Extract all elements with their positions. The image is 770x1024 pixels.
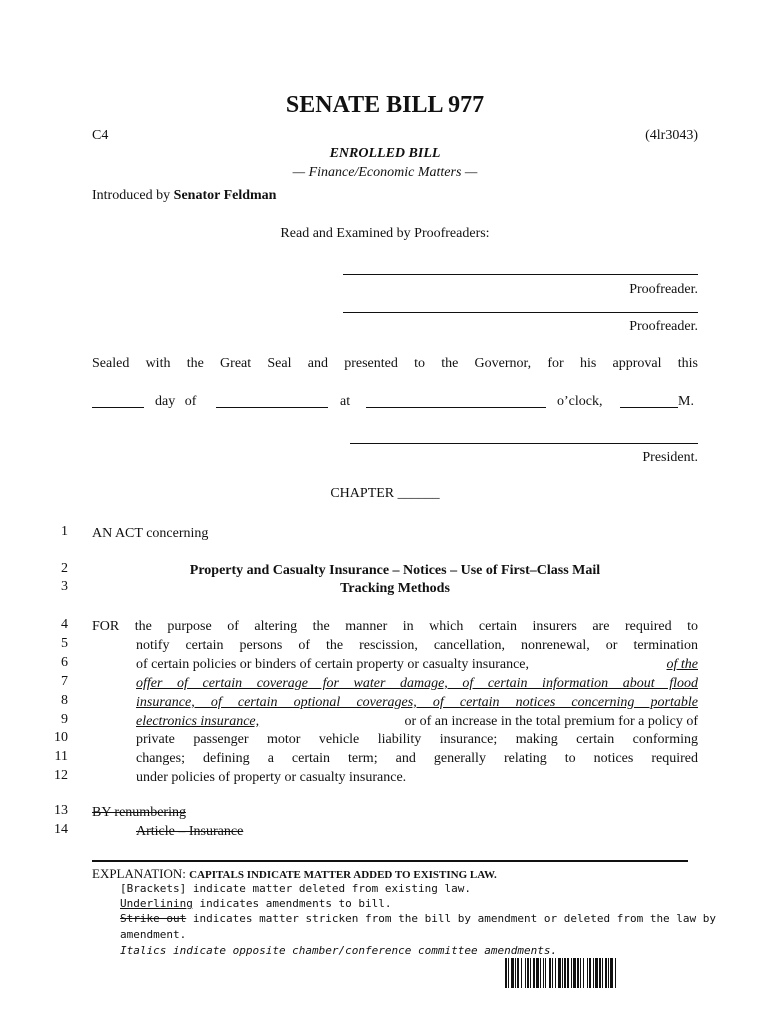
stricken-line: Article – Insurance [136, 824, 244, 839]
bill-title: SENATE BILL 977 [285, 92, 485, 118]
barcode-bar [583, 958, 584, 988]
proofreader-label-2: Proofreader. [629, 319, 698, 334]
barcode-bar [530, 958, 531, 988]
amendment-text: electronics insurance, [136, 714, 260, 729]
underline-text: indicates amendments to bill. [199, 897, 392, 910]
barcode-bar [555, 958, 556, 988]
barcode-bar [589, 958, 591, 988]
barcode-bar [610, 958, 613, 988]
day-blank [92, 407, 144, 408]
barcode-bar [605, 958, 607, 988]
act-heading-line-1: Property and Casualty Insurance – Notices – Use of First–Class Mail [189, 563, 601, 578]
meridiem-blank [620, 407, 678, 408]
purpose-line: under policies of property or casualty insurance. [136, 770, 407, 785]
barcode-bar [587, 958, 588, 988]
enrolled-status: ENROLLED BILL [329, 146, 441, 161]
line-number: 14 [54, 822, 68, 837]
barcode-bar [577, 958, 579, 988]
barcode-bar [505, 958, 507, 988]
barcode-bar [608, 958, 609, 988]
line-number: 1 [61, 524, 68, 539]
barcode-bar [536, 958, 539, 988]
purpose-text: of certain policies or binders of certain property or casualty insurance, [136, 657, 530, 672]
amendment-line: insurance, of certain optional coverages, of certain notices concerning portable [136, 695, 698, 710]
barcode-bar [543, 958, 544, 988]
brackets-text: indicate matter deleted from existing law. [192, 882, 472, 895]
line-number: 9 [61, 712, 68, 727]
italics-note: Italics indicate opposite chamber/conference committee amendments. [120, 944, 558, 957]
proofreader-label-1: Proofreader. [629, 282, 698, 297]
barcode-bar [564, 958, 566, 988]
line-number: 2 [61, 561, 68, 576]
brackets-note [120, 882, 471, 895]
purpose-line: notify certain persons of the rescission, cancellation, nonrenewal, or termination [136, 638, 698, 653]
strike-note-continued: amendment. [120, 928, 187, 941]
chapter-label: CHAPTER ______ [330, 486, 440, 501]
barcode-bar [508, 958, 509, 988]
barcode-bar [515, 958, 516, 988]
barcode-bar [615, 958, 616, 988]
sealed-text: Sealed with the Great Seal and presented to the Governor, for his approval this [92, 356, 698, 371]
barcode-bar [545, 958, 546, 988]
introduced-prefix: Introduced by [92, 188, 171, 203]
line-number: 8 [61, 693, 68, 708]
purpose-line [136, 655, 698, 674]
explanation-lead: EXPLANATION: [92, 866, 186, 881]
line-number: 5 [61, 636, 68, 651]
introduced-line [92, 188, 276, 204]
barcode-bar [558, 958, 561, 988]
line-number: 3 [61, 579, 68, 594]
sponsor-name: Senator Feldman [173, 188, 277, 203]
explanation-rule [92, 860, 688, 862]
barcode-bar [549, 958, 551, 988]
committee-line: — Finance/Economic Matters — [292, 165, 478, 180]
barcode-bar [511, 958, 514, 988]
barcode-bar [593, 958, 594, 988]
explanation-heading [92, 866, 497, 882]
president-label: President. [642, 450, 698, 465]
barcode-bar [562, 958, 563, 988]
purpose-line [136, 712, 698, 731]
barcode-bar [602, 958, 603, 988]
line-number: 10 [54, 730, 68, 745]
purpose-text: or of an increase in the total premium for a policy of [404, 714, 698, 729]
barcode-bar [525, 958, 526, 988]
purpose-line: FOR the purpose of altering the manner in which certain insurers are required to [92, 619, 698, 634]
bill-code: C4 [92, 128, 109, 143]
act-heading-line-2: Tracking Methods [340, 581, 450, 596]
line-number: 4 [61, 617, 68, 632]
barcode [505, 958, 691, 988]
act-concerning: AN ACT concerning [92, 526, 209, 541]
purpose-line: private passenger motor vehicle liability insurance; making certain conforming [136, 732, 698, 747]
barcode-bar [573, 958, 576, 988]
barcode-bar [540, 958, 541, 988]
barcode-bar [599, 958, 601, 988]
strike-text: indicates matter stricken from the bill by amendment or deleted from the law by [192, 912, 717, 925]
barcode-bar [567, 958, 569, 988]
barcode-bar [517, 958, 519, 988]
oclock-label: o’clock, [557, 394, 603, 409]
time-blank [366, 407, 546, 408]
barcode-bar [527, 958, 529, 988]
amendment-text: of the [666, 657, 698, 672]
barcode-bar [552, 958, 553, 988]
purpose-line: changes; defining a certain term; and generally relating to notices required [136, 751, 698, 766]
barcode-bar [533, 958, 535, 988]
line-number: 13 [54, 803, 68, 818]
line-number: 12 [54, 768, 68, 783]
underline-term: Underlining [120, 897, 193, 910]
barcode-bar [521, 958, 522, 988]
explanation-caps: CAPITALS INDICATE MATTER ADDED TO EXISTING LAW. [189, 869, 497, 881]
strike-term: Strike out [120, 912, 187, 925]
strike-note [120, 912, 716, 925]
underline-note [120, 897, 392, 910]
m-label: M. [678, 394, 694, 409]
proofreader-signature-line-2 [343, 312, 698, 313]
bill-file-number: (4lr3043) [645, 128, 698, 143]
president-signature-line [350, 443, 698, 444]
line-number: 7 [61, 674, 68, 689]
line-number: 11 [54, 749, 68, 764]
barcode-bar [580, 958, 581, 988]
line-number: 6 [61, 655, 68, 670]
stricken-line: BY renumbering [92, 805, 186, 820]
day-of-label: day of [155, 394, 197, 409]
month-blank [216, 407, 328, 408]
read-examined-label: Read and Examined by Proofreaders: [280, 226, 490, 241]
barcode-bar [571, 958, 572, 988]
brackets-term: [Brackets] [120, 882, 187, 895]
amendment-line: offer of certain coverage for water damage, of certain information about flood [136, 676, 698, 691]
proofreader-signature-line-1 [343, 274, 698, 275]
barcode-bar [595, 958, 598, 988]
at-label: at [340, 394, 351, 409]
